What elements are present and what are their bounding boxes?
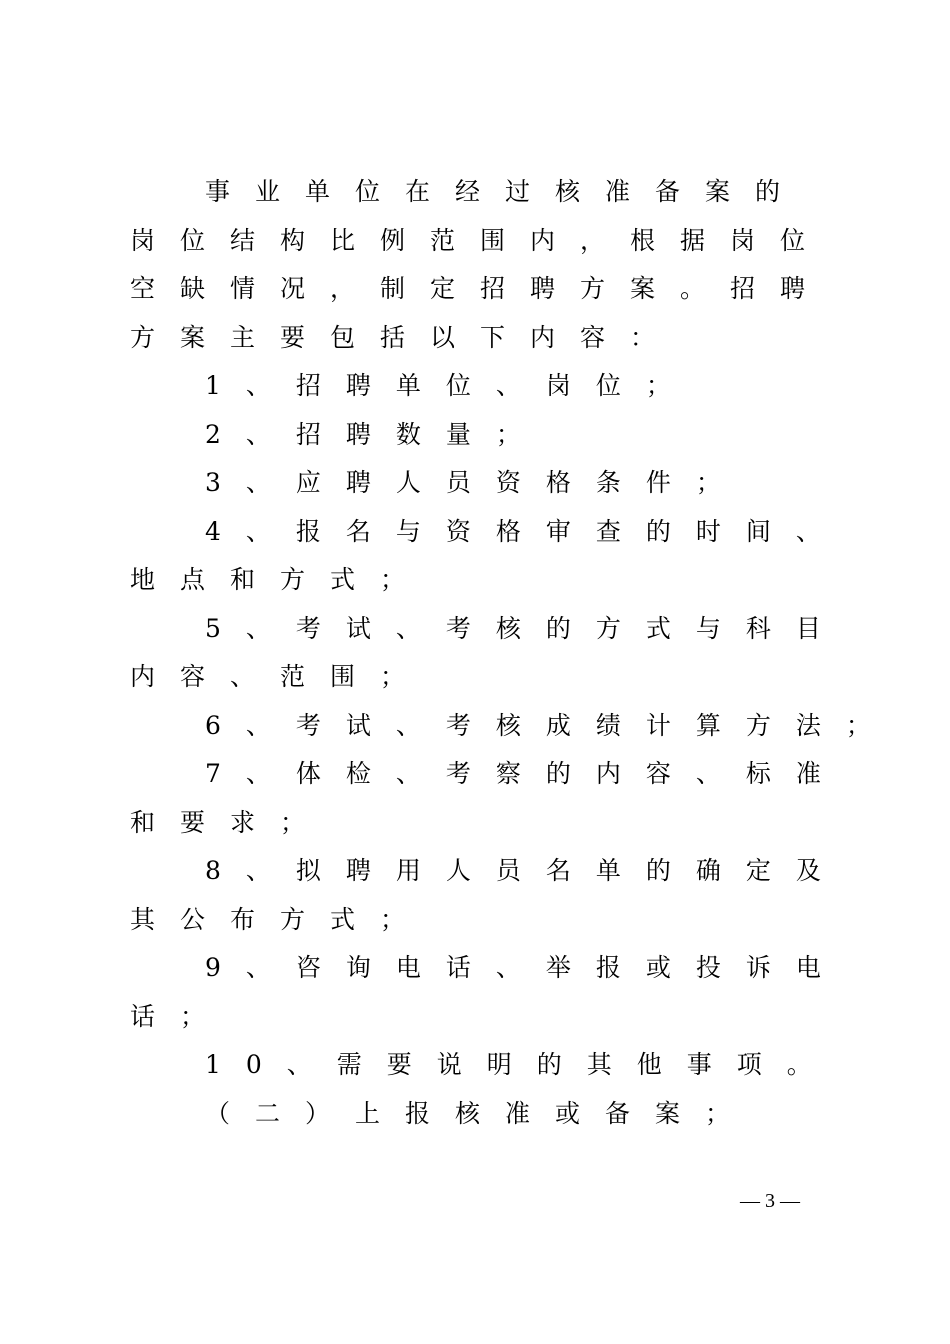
list-item-line: 6、考试、考核成绩计算方法； bbox=[205, 711, 896, 740]
page-number: — 3 — bbox=[740, 1190, 800, 1212]
section-heading: （二）上报核准或备案； bbox=[205, 1099, 756, 1128]
list-item-line: 地点和方式； bbox=[130, 565, 431, 594]
list-item-line: 7、体检、考察的内容、标准 bbox=[205, 759, 846, 788]
paragraph-line: 方案主要包括以下内容： bbox=[130, 323, 681, 352]
paragraph-line: 空缺情况，制定招聘方案。招聘 bbox=[130, 274, 831, 303]
paragraph-line: 岗位结构比例范围内，根据岗位 bbox=[130, 226, 831, 255]
list-item-line: 3、应聘人员资格条件； bbox=[205, 468, 746, 497]
list-item-line: 内容、范围； bbox=[130, 662, 431, 691]
list-item-line: 4、报名与资格审查的时间、 bbox=[205, 517, 846, 546]
list-item-line: 9、咨询电话、举报或投诉电 bbox=[205, 953, 846, 982]
list-item-line: 2、招聘数量； bbox=[205, 420, 546, 449]
list-item-line: 8、拟聘用人员名单的确定及 bbox=[205, 856, 846, 885]
list-item-line: 其公布方式； bbox=[130, 905, 431, 934]
list-item-line: 1、招聘单位、岗位； bbox=[205, 371, 696, 400]
list-item-line: 10、需要说明的其他事项。 bbox=[205, 1050, 837, 1079]
list-item-line: 和要求； bbox=[130, 808, 331, 837]
paragraph-line: 事业单位在经过核准备案的 bbox=[205, 177, 806, 206]
list-item-line: 话； bbox=[130, 1002, 231, 1031]
list-item-line: 5、考试、考核的方式与科目 bbox=[205, 614, 846, 643]
